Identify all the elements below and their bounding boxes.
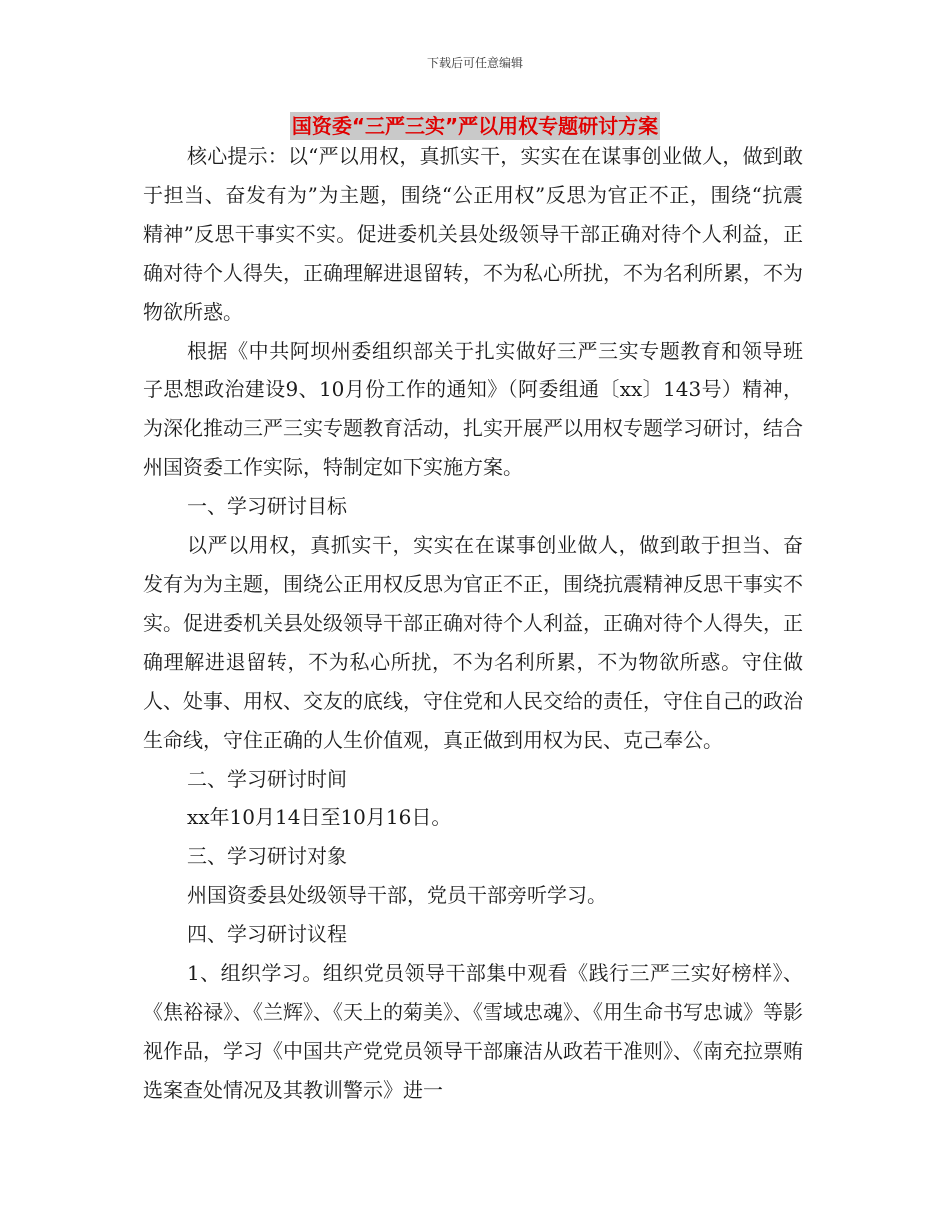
section-heading-participants: 三、学习研讨对象 (187, 844, 347, 869)
paragraph-time: xx年10月14日至10月16日。 (187, 805, 452, 830)
document-body (143, 137, 803, 1110)
paragraph-summary: 核心提示：以“严以用权，真抓实干，实实在在谋事创业做人，做到敢于担当、奋发有为”为主题，围绕“公正用权”反思为官正不正，围绕“抗震精神”反思干事实不实。促进委机关县处级领导干部正确对待个人利益，正确对待个人得失，正确理解进退留转，不为私心所扰，不为名利所累，不为物欲所惑。 (143, 144, 803, 324)
paragraph-basis: 根据《中共阿坝州委组织部关于扎实做好三严三实专题教育和领导班子思想政治建设9、10月份工作的通知》（阿委组通〔xx〕143号）精神，为深化推动三严三实专题教育活动，扎实开展严以用权专题学习研讨，结合州国资委工作实际，特制定如下实施方案。 (143, 338, 803, 480)
page-header: 下载后可任意编辑 (426, 56, 523, 70)
document-title-wrap (0, 112, 950, 140)
paragraph-participants: 州国资委县处级领导干部，党员干部旁听学习。 (187, 883, 607, 908)
paragraph-agenda-item-1: 1、组织学习。组织党员领导干部集中观看《践行三严三实好榜样》、《焦裕禄》、《兰辉》、《天上的菊美》、《雪域忠魂》、《用生命书写忠诚》等影视作品，学习《中国共产党党员领导干部廉洁从政若干准则》、《南充拉票贿选案查处情况及其教训警示》进一 (143, 961, 803, 1102)
section-heading-goals: 一、学习研讨目标 (187, 494, 347, 519)
section-heading-time: 二、学习研讨时间 (187, 766, 347, 791)
document-title: 国资委“三严三实”严以用权专题研讨方案 (291, 114, 659, 138)
paragraph-goals: 以严以用权，真抓实干，实实在在谋事创业做人，做到敢于担当、奋发有为为主题，围绕公正用权反思为官正不正，围绕抗震精神反思干事实不实。促进委机关县处级领导干部正确对待个人利益，正确对待个人得失，正确理解进退留转，不为私心所扰，不为名利所累，不为物欲所惑。守住做人、处事、用权、交友的底线，守住党和人民交给的责任，守住自己的政治生命线，守住正确的人生价值观，真正做到用权为民、克己奉公。 (143, 533, 803, 752)
section-heading-agenda: 四、学习研讨议程 (187, 922, 347, 947)
